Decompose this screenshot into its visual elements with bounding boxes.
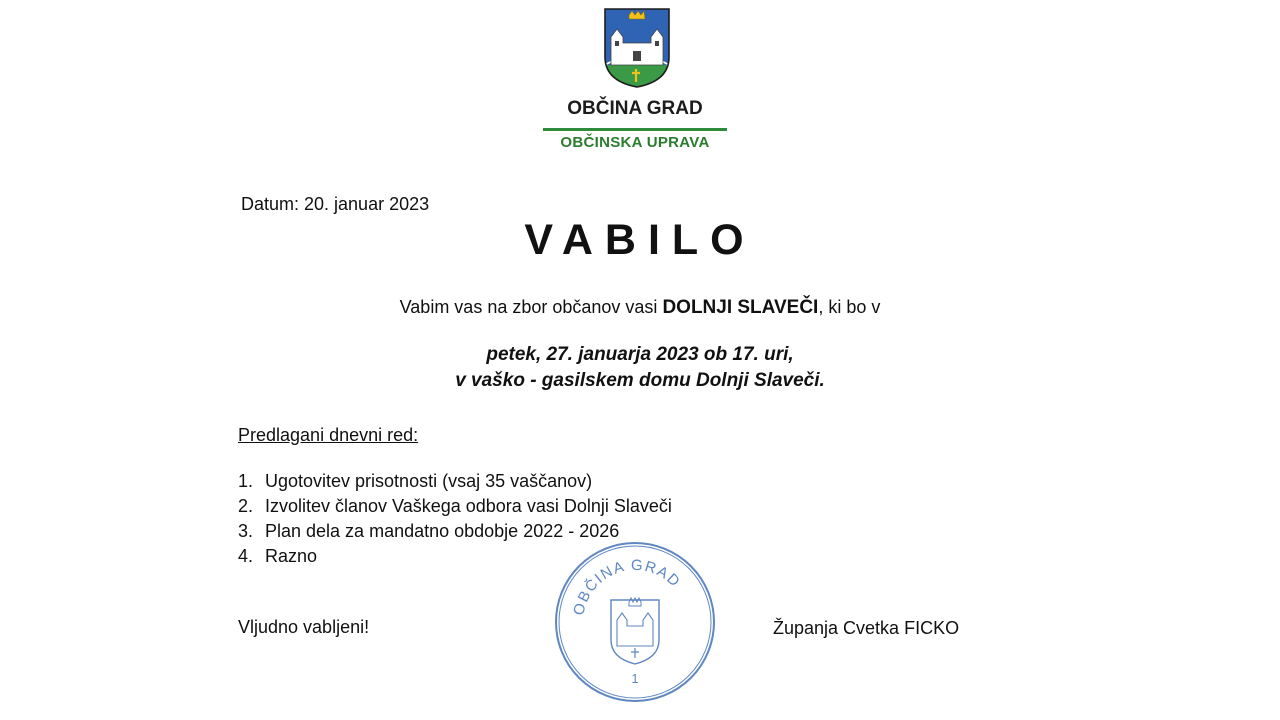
agenda-item-number: 4.: [238, 546, 254, 566]
document-title: VABILO: [524, 216, 756, 264]
agenda-item-number: 3.: [238, 521, 254, 541]
document-date: Datum: 20. januar 2023: [241, 194, 430, 214]
agenda-item-text: Razno: [265, 546, 318, 566]
agenda-item-text: Izvolitev članov Vaškega odbora vasi Dolnji Slaveči: [265, 496, 672, 516]
signature-line: Županja Cvetka FICKO: [773, 618, 960, 638]
coat-of-arms-logo: [603, 7, 671, 89]
stamp-number: 1: [631, 671, 639, 686]
village-name: DOLNJI SLAVEČI: [662, 297, 819, 318]
invitation-text-after: , ki bo v: [818, 297, 881, 317]
closing-greeting: Vljudno vabljeni!: [238, 617, 370, 637]
agenda-item: [238, 494, 672, 519]
event-location: v vaško - gasilskem domu Dolnji Slaveči.: [455, 370, 825, 391]
header-divider: [543, 128, 727, 131]
agenda-item: [238, 469, 672, 494]
agenda-item-text: Plan dela za mandatno obdobje 2022 - 2026: [265, 521, 620, 541]
official-stamp: [553, 540, 717, 704]
invitation-sentence: [300, 297, 980, 319]
org-name: OBČINA GRAD: [567, 98, 703, 119]
agenda-item-number: 2.: [238, 496, 254, 516]
agenda-heading: Predlagani dnevni red:: [238, 425, 419, 445]
invitation-text-before: Vabim vas na zbor občanov vasi: [399, 297, 663, 317]
event-datetime: petek, 27. januarja 2023 ob 17. uri,: [486, 344, 794, 365]
agenda-item-text: Ugotovitev prisotnosti (vsaj 35 vaščanov): [265, 471, 593, 491]
agenda-item-number: 1.: [238, 471, 254, 491]
stamp-arc-text: OBČINA GRAD: [570, 556, 684, 617]
org-department: OBČINSKA UPRAVA: [560, 134, 710, 151]
